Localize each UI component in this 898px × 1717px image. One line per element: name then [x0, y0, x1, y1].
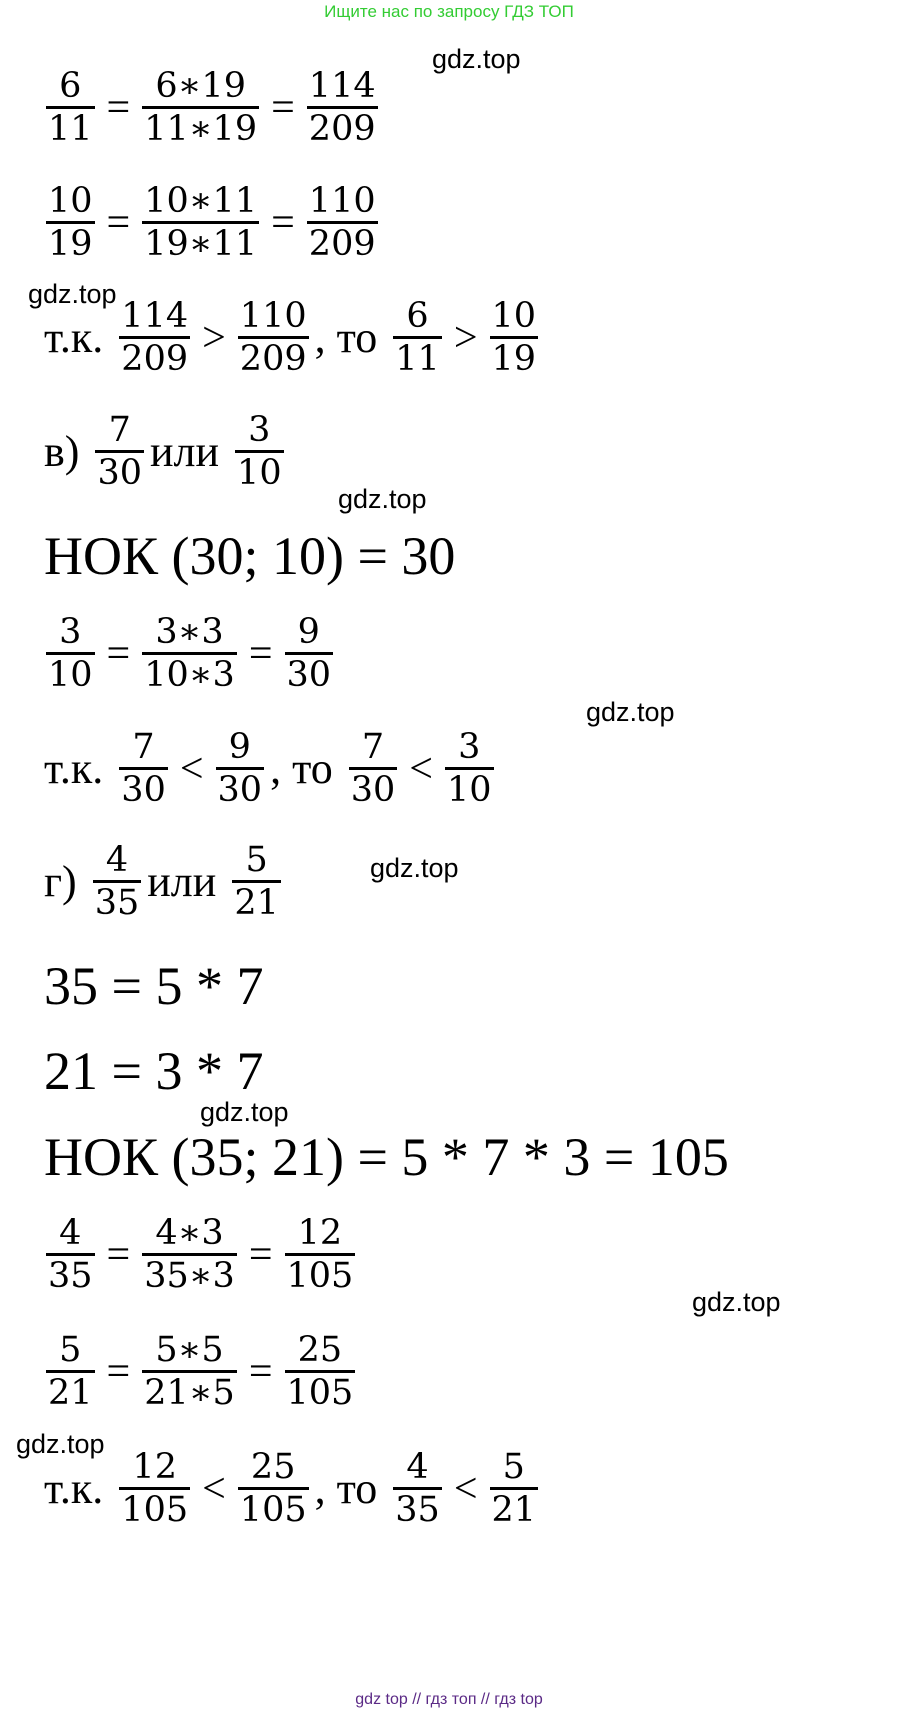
fraction: $\frac{10}{19}$	[48, 181, 93, 265]
comparison-row: т.к. $\frac{7}{30}$ < $\frac{9}{30}$ , то $\frac{7}{30}$ < $\frac{3}{10}$	[44, 727, 492, 811]
fraction: $\frac{25}{105}$	[239, 1447, 307, 1531]
fraction: $\frac{6}{11}$	[395, 296, 440, 380]
watermark: gdz.top	[338, 484, 427, 514]
comparison-row: т.к. $\frac{12}{105}$ < $\frac{25}{105}$ , то $\frac{4}{35}$ < $\frac{5}{21}$	[44, 1447, 537, 1531]
equation-row: $\frac{6}{11}$ = $\frac{6∗19}{11∗19}$ = $\frac{114}{209}$	[48, 66, 376, 150]
fraction: $\frac{6}{11}$	[48, 66, 93, 150]
fraction: $\frac{3}{10}$	[446, 727, 492, 811]
task-row: в) $\frac{7}{30}$ или $\frac{3}{10}$	[44, 410, 282, 494]
watermark: gdz.top	[432, 44, 521, 74]
lcm-line: НОК (35; 21) = 5 * 7 * 3 = 105	[44, 1127, 729, 1187]
fraction: $\frac{5}{21}$	[234, 840, 279, 924]
fraction: $\frac{9}{30}$	[286, 612, 332, 696]
header-banner: Ищите нас по запросу ГДЗ ТОП	[324, 2, 574, 21]
fraction: $\frac{114}{209}$	[121, 296, 189, 380]
equation-row: $\frac{4}{35}$ = $\frac{4∗3}{35∗3}$ = $\frac{12}{105}$	[48, 1213, 354, 1297]
watermark: gdz.top	[692, 1287, 781, 1317]
watermark: gdz.top	[586, 697, 675, 727]
fraction: $\frac{5∗5}{21∗5}$	[144, 1330, 235, 1414]
fraction: $\frac{114}{209}$	[308, 66, 376, 150]
equation-row: $\frac{3}{10}$ = $\frac{3∗3}{10∗3}$ = $\frac{9}{30}$	[48, 612, 332, 696]
fraction: $\frac{10∗11}{19∗11}$	[144, 181, 258, 265]
watermark: gdz.top	[16, 1429, 105, 1459]
watermark: gdz.top	[28, 279, 117, 309]
watermark: gdz.top	[200, 1097, 289, 1127]
fraction: $\frac{3}{10}$	[48, 612, 93, 696]
fraction: $\frac{110}{209}$	[308, 181, 376, 265]
fraction: $\frac{3}{10}$	[237, 410, 282, 494]
fraction: $\frac{10}{19}$	[491, 296, 537, 380]
equation-row: $\frac{10}{19}$ = $\frac{10∗11}{19∗11}$ = $\frac{110}{209}$	[48, 181, 376, 265]
fraction: $\frac{110}{209}$	[239, 296, 307, 380]
fraction: $\frac{7}{30}$	[350, 727, 396, 811]
fraction: $\frac{4}{35}$	[395, 1447, 440, 1531]
fraction: $\frac{12}{105}$	[121, 1447, 189, 1531]
fraction: $\frac{4∗3}{35∗3}$	[144, 1213, 235, 1297]
factor-line: 35 = 5 * 7	[44, 956, 264, 1016]
fraction: $\frac{25}{105}$	[286, 1330, 354, 1414]
fraction: $\frac{12}{105}$	[286, 1213, 354, 1297]
fraction: $\frac{7}{30}$	[121, 727, 166, 811]
lcm-line: НОК (30; 10) = 30	[44, 526, 456, 586]
fraction: $\frac{6∗19}{11∗19}$	[144, 66, 258, 150]
factor-line: 21 = 3 * 7	[44, 1041, 264, 1101]
fraction: $\frac{3∗3}{10∗3}$	[144, 612, 235, 696]
fraction: $\frac{4}{35}$	[94, 840, 140, 924]
watermark: gdz.top	[370, 853, 459, 883]
footer-links[interactable]: gdz top // гдз топ // гдз top	[355, 1691, 543, 1708]
fraction: $\frac{4}{35}$	[48, 1213, 93, 1297]
fraction: $\frac{5}{21}$	[491, 1447, 537, 1531]
comparison-row: т.к. $\frac{114}{209}$ > $\frac{110}{209}$ , то $\frac{6}{11}$ > $\frac{10}{19}$	[44, 296, 537, 380]
equation-row: $\frac{5}{21}$ = $\frac{5∗5}{21∗5}$ = $\frac{25}{105}$	[48, 1330, 354, 1414]
fraction: $\frac{5}{21}$	[48, 1330, 93, 1414]
task-row: г) $\frac{4}{35}$ или $\frac{5}{21}$	[44, 840, 279, 924]
fraction: $\frac{7}{30}$	[97, 410, 142, 494]
fraction: $\frac{9}{30}$	[217, 727, 263, 811]
